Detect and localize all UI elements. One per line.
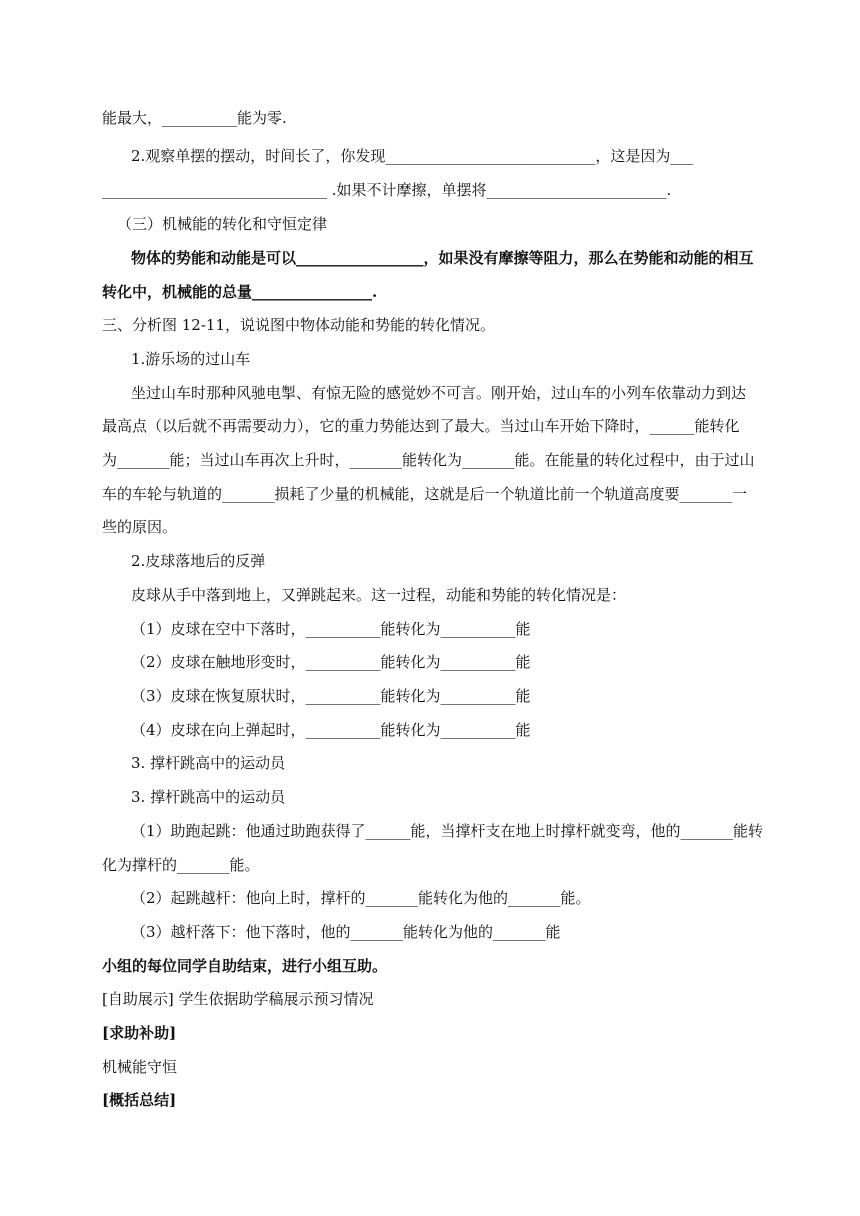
text-line: 能最大，__________能为零. <box>102 109 287 127</box>
section-heading: （三）机械能的转化和守恒定律 <box>117 215 328 233</box>
text-line: 2.观察单摆的摆动，时间长了，你发现____________________________，这是因为___ <box>131 147 693 165</box>
text-line: ______________________________ .如果不计摩擦，单摆将________________________. <box>102 181 672 199</box>
text-line: 为_______能；当过山车再次上升时，_______能转化为_______能。在能量的转化过程中，由于过山 <box>102 451 755 469</box>
list-item: （2）起跳越杆：他向上时，撑杆的_______能转化为他的_______能。 <box>131 889 591 907</box>
text-line: 机械能守恒 <box>102 1058 178 1076</box>
bold-text-line: [概括总结] <box>102 1091 177 1109</box>
list-item: （3）越杆落下：他下落时，他的_______能转化为他的_______能 <box>131 923 561 941</box>
subheading: 2.皮球落地后的反弹 <box>131 552 266 570</box>
subheading: 3. 撑杆跳高中的运动员 <box>131 754 286 772</box>
text-line: 些的原因。 <box>102 518 178 536</box>
bold-text-line: [求助补助] <box>102 1024 177 1042</box>
text-line: 皮球从手中落到地上，又弹跳起来。这一过程，动能和势能的转化情况是： <box>131 586 627 604</box>
bold-text-line: 物体的势能和动能是可以_________________，如果没有摩擦等阻力，那么在势能和动能的相互 <box>131 249 754 267</box>
list-item: （3）皮球在恢复原状时，__________能转化为__________能 <box>131 687 531 705</box>
text-line: 最高点（以后就不再需要动力），它的重力势能达到了最大。当过山车开始下降时，______能转化 <box>102 417 740 435</box>
subheading: 1.游乐场的过山车 <box>131 350 251 368</box>
text-line: 坐过山车时那种风驰电掣、有惊无险的感觉妙不可言。刚开始，过山车的小列车依靠动力到达 <box>131 384 747 402</box>
list-item: （1）助跑起跳：他通过助跑获得了______能，当撑杆支在地上时撑杆就变弯，他的_______能转 <box>131 822 764 840</box>
text-line: 化为撑杆的_______能。 <box>102 856 260 874</box>
bold-text-line: 小组的每位同学自助结束，进行小组互助。 <box>102 957 388 975</box>
text-line: [自助展示] 学生依据助学稿展示预习情况 <box>102 990 374 1008</box>
text-line: 车的车轮与轨道的_______损耗了少量的机械能，这就是后一个轨道比前一个轨道高度要_______一 <box>102 485 748 503</box>
subheading: 3. 撑杆跳高中的运动员 <box>131 788 286 806</box>
list-item: （2）皮球在触地形变时，__________能转化为__________能 <box>131 653 531 671</box>
list-item: （1）皮球在空中下落时，__________能转化为__________能 <box>131 620 531 638</box>
section-heading: 三、分析图 12-11，说说图中物体动能和势能的转化情况。 <box>102 316 496 334</box>
bold-text-line: 转化中，机械能的总量________________. <box>102 283 378 301</box>
list-item: （4）皮球在向上弹起时，__________能转化为__________能 <box>131 721 531 739</box>
